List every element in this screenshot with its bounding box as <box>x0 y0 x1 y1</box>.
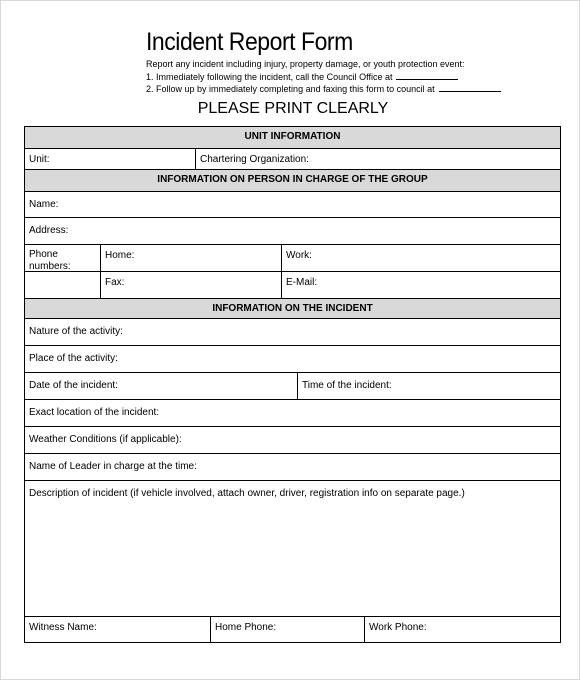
fax-field[interactable] <box>100 272 281 298</box>
print-clearly-notice: PLEASE PRINT CLEARLY <box>197 100 389 117</box>
phone-numbers-label-line-2: numbers: <box>29 261 71 272</box>
row-address <box>25 218 560 245</box>
work-label: Work: <box>286 250 312 261</box>
email-field[interactable] <box>281 272 560 298</box>
row-unit <box>25 149 560 170</box>
address-label: Address: <box>29 225 69 236</box>
witness-work-phone-label: Work Phone: <box>369 622 427 633</box>
row-nature <box>25 319 560 346</box>
nature-of-activity-label: Nature of the activity: <box>29 326 123 337</box>
intro-line-2-text: 1. Immediately following the incident, call the Council Office at <box>146 72 393 82</box>
place-of-activity-field[interactable] <box>25 346 560 372</box>
incident-form-table <box>24 126 561 643</box>
row-witness <box>25 617 560 642</box>
unit-field[interactable] <box>25 149 195 169</box>
fax-label: Fax: <box>105 277 125 288</box>
leader-name-label: Name of Leader in charge at the time: <box>29 461 197 472</box>
witness-home-phone-field[interactable] <box>210 617 364 642</box>
home-label: Home: <box>105 250 135 261</box>
form-title: Incident Report Form <box>146 28 353 56</box>
section-incident-information: INFORMATION ON THE INCIDENT <box>25 299 560 319</box>
home-phone-field[interactable] <box>100 245 281 271</box>
place-of-activity-label: Place of the activity: <box>29 353 118 364</box>
row-name <box>25 192 560 218</box>
row-date-time <box>25 373 560 400</box>
row-place <box>25 346 560 373</box>
witness-home-phone-label: Home Phone: <box>215 622 277 633</box>
intro-line-1: Report any incident including injury, property damage, or youth protection event: <box>146 59 465 69</box>
work-phone-field[interactable] <box>281 245 560 271</box>
date-of-incident-field[interactable] <box>25 373 297 399</box>
row-weather <box>25 427 560 454</box>
unit-label: Unit: <box>29 154 50 165</box>
chartering-organization-field[interactable] <box>195 149 560 169</box>
row-description <box>25 481 560 617</box>
email-label: E-Mail: <box>286 277 318 288</box>
time-of-incident-field[interactable] <box>297 373 560 399</box>
chartering-organization-label: Chartering Organization: <box>200 154 309 165</box>
phone-numbers-label-line-1: Phone <box>29 249 58 260</box>
leader-name-field[interactable] <box>25 454 560 480</box>
section-unit-information: UNIT INFORMATION <box>25 127 560 149</box>
date-of-incident-label: Date of the incident: <box>29 380 118 391</box>
witness-name-label: Witness Name: <box>29 622 97 633</box>
name-label: Name: <box>29 199 59 210</box>
witness-name-field[interactable] <box>25 617 210 642</box>
row-leader <box>25 454 560 481</box>
section-person-in-charge: INFORMATION ON PERSON IN CHARGE OF THE GROUP <box>25 170 560 192</box>
weather-conditions-field[interactable] <box>25 427 560 453</box>
exact-location-label: Exact location of the incident: <box>29 407 160 418</box>
row-phone-home-work <box>25 245 560 272</box>
row-location <box>25 400 560 427</box>
description-label: Description of incident (if vehicle involved, attach owner, driver, registration info on separate page.) <box>29 488 465 499</box>
description-field[interactable] <box>25 481 560 616</box>
council-phone-blank[interactable] <box>396 71 458 80</box>
exact-location-field[interactable] <box>25 400 560 426</box>
intro-line-3-text: 2. Follow up by immediately completing and faxing this form to council at <box>146 84 435 94</box>
witness-work-phone-field[interactable] <box>364 617 560 642</box>
address-field[interactable] <box>25 218 560 244</box>
nature-of-activity-field[interactable] <box>25 319 560 345</box>
intro-line-2 <box>146 71 458 82</box>
row-fax-email <box>25 272 560 299</box>
weather-conditions-label: Weather Conditions (if applicable): <box>29 434 182 445</box>
council-fax-blank[interactable] <box>439 83 501 92</box>
name-field[interactable] <box>25 192 560 217</box>
intro-line-3 <box>146 83 501 94</box>
time-of-incident-label: Time of the incident: <box>302 380 392 391</box>
